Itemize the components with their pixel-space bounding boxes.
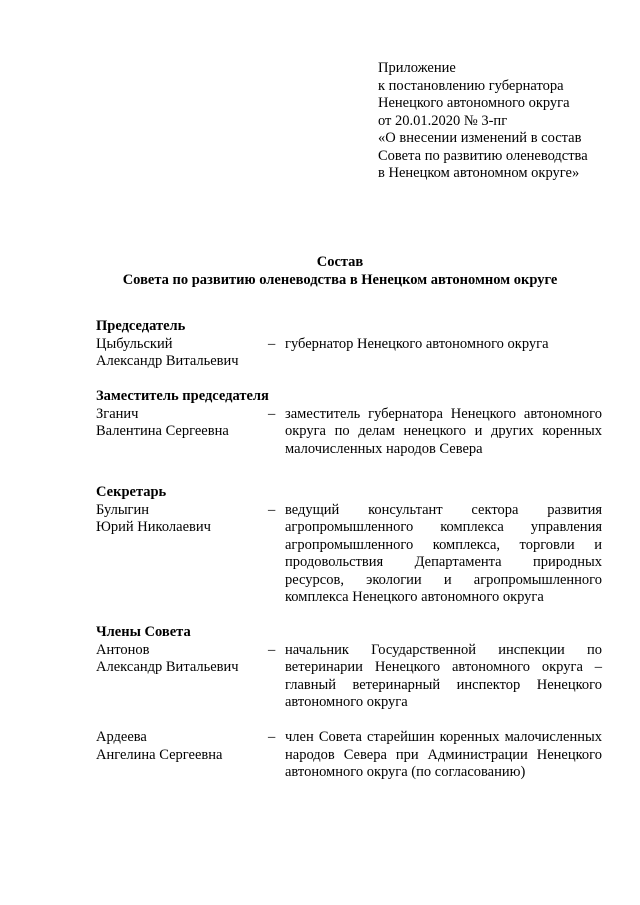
member-position: губернатор Ненецкого автономного округа bbox=[285, 335, 549, 352]
section-heading: Председатель bbox=[96, 318, 186, 334]
member-name bbox=[96, 502, 268, 607]
section-heading: Члены Совета bbox=[96, 624, 191, 640]
section-heading: Заместитель председателя bbox=[96, 388, 269, 404]
member-row bbox=[96, 336, 602, 371]
member-surname: Ардеева bbox=[96, 729, 147, 745]
appendix-line: к постановлению губернатора bbox=[378, 77, 564, 94]
section-chairman bbox=[96, 318, 602, 371]
title-line-2: Совета по развитию оленеводства в Ненецком автономном округе bbox=[122, 271, 558, 288]
member-name bbox=[96, 729, 268, 782]
appendix-line: в Ненецком автономном округе» bbox=[378, 165, 580, 181]
appendix-line: Совета по развитию оленеводства bbox=[378, 147, 588, 164]
member-name bbox=[96, 406, 268, 459]
member-name bbox=[96, 336, 268, 371]
member-name bbox=[96, 642, 268, 712]
appendix-line: «О внесении изменений в состав bbox=[378, 130, 582, 146]
member-given-name: Валентина Сергеевна bbox=[96, 423, 229, 439]
section-deputy-chairman bbox=[96, 388, 602, 458]
dash-separator: – bbox=[268, 501, 276, 518]
dash-separator: – bbox=[268, 641, 276, 658]
member-row bbox=[96, 642, 602, 712]
member-given-name: Юрий Николаевич bbox=[96, 519, 211, 535]
dash-separator: – bbox=[268, 335, 276, 352]
member-position: ведущий консультант сектора развития агропромышленного комплекса управления агропромышленного комплекса, торговли и продовольствия Департамента природных ресурсов, экологии и агропромышленного комплекса Ненецкого автономного округа bbox=[285, 501, 602, 605]
council-composition bbox=[96, 318, 602, 782]
title-line-1: Состав bbox=[316, 254, 364, 270]
member-surname: Антонов bbox=[96, 641, 150, 658]
appendix-line: от 20.01.2020 № 3-пг bbox=[378, 112, 508, 129]
appendix-block bbox=[378, 60, 618, 183]
member-given-name: Александр Витальевич bbox=[96, 353, 239, 369]
section-heading: Секретарь bbox=[96, 484, 167, 500]
member-position: член Совета старейшин коренных малочисленных народов Севера при Администрации Ненецкого автономного округа (по согласованию) bbox=[285, 729, 602, 780]
dash-separator: – bbox=[268, 405, 276, 422]
appendix-line: Приложение bbox=[378, 60, 456, 76]
member-surname: Зганич bbox=[96, 405, 139, 422]
member-row bbox=[96, 729, 602, 782]
member-given-name: Александр Витальевич bbox=[96, 659, 239, 675]
member-row bbox=[96, 502, 602, 607]
section-secretary bbox=[96, 484, 602, 607]
appendix-line: Ненецкого автономного округа bbox=[378, 95, 570, 111]
member-position: заместитель губернатора Ненецкого автономного округа по делам ненецкого и других коренных малочисленных народов Севера bbox=[285, 405, 602, 457]
member-position: начальник Государственной инспекции по ветеринарии Ненецкого автономного округа – главный ветеринарный инспектор Ненецкого автономного округа bbox=[285, 641, 602, 710]
member-surname: Цыбульский bbox=[96, 335, 173, 352]
member-row bbox=[96, 406, 602, 459]
member-given-name: Ангелина Сергеевна bbox=[96, 746, 223, 763]
section-council-members bbox=[96, 624, 602, 782]
dash-separator: – bbox=[268, 729, 276, 745]
member-surname: Булыгин bbox=[96, 501, 150, 518]
document-title bbox=[60, 254, 620, 289]
